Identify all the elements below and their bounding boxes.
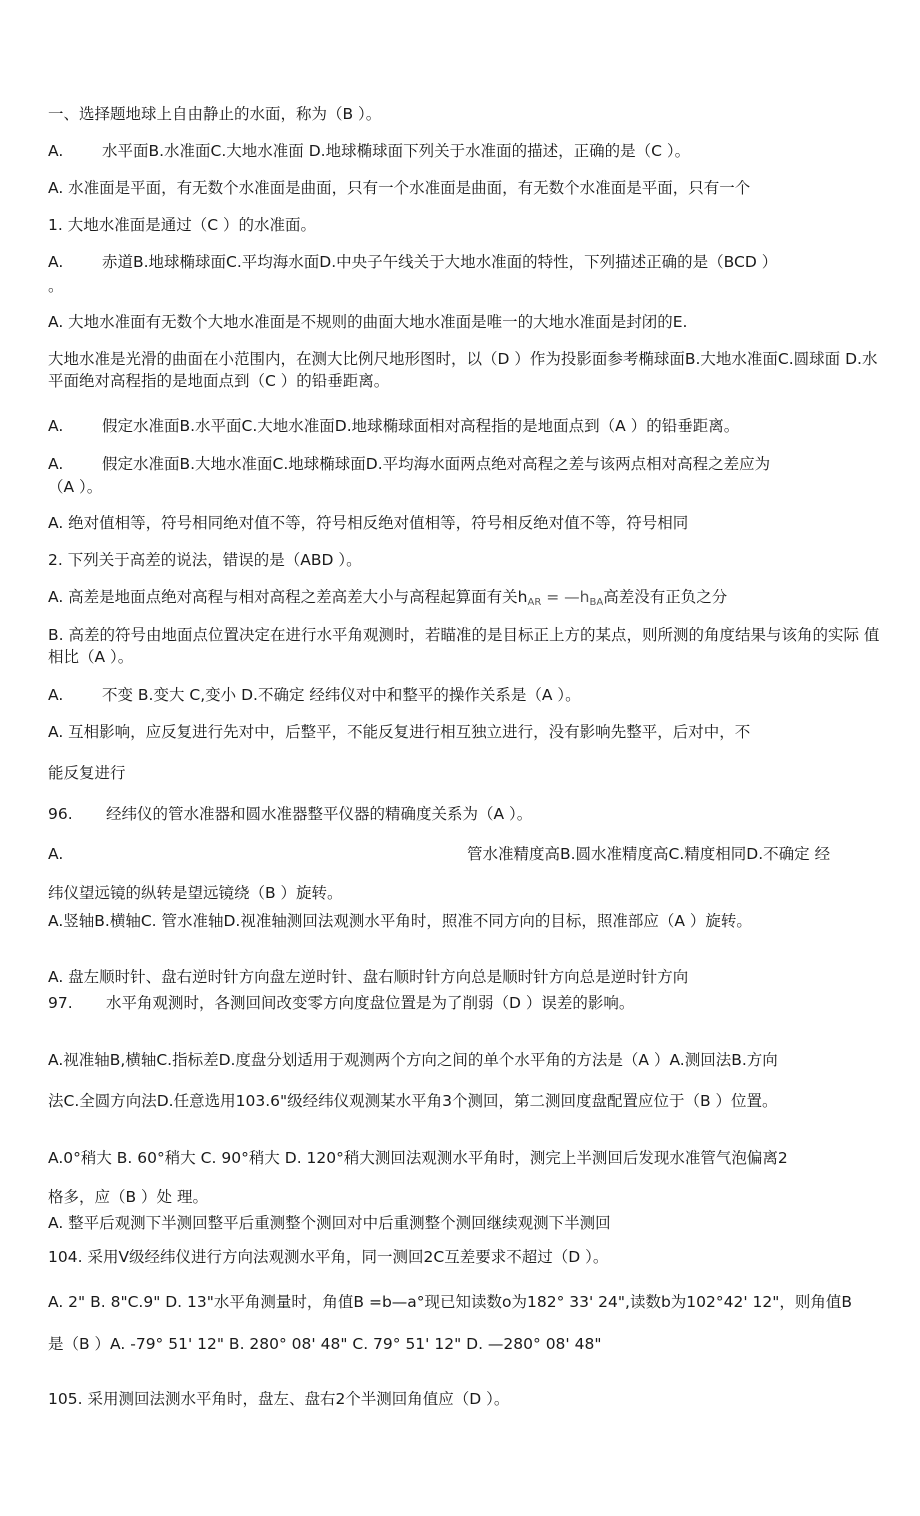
line-text: 不变 B.变大 C,变小 D.不确定 经纬仪对中和整平的操作关系是（A ）。 [102,686,581,704]
line-30: 是（B ）A. -79° 51' 12" B. 280° 08' 48" C. 79° 51' 12" D. —280° 08' 48" [48,1335,602,1353]
line-5 [48,252,883,272]
line-22 [48,993,883,1013]
line-text: 赤道B.地球椭球面C.平均海水面D.中央子午线关于大地水准面的特性，下列描述正确的是（BCD ） [102,253,778,271]
line-9-cont: （A ）。 [48,478,103,496]
line-21: A. 盘左顺时针、盘右逆时针方向盘左逆时针、盘右顺时针方向总是顺时针方向总是逆时针方向 [48,968,689,986]
line-text: 假定水准面B.水平面C.大地水准面D.地球椭球面相对高程指的是地面点到（A ）的铅垂距离。 [102,417,740,435]
line-11: 2. 下列关于高差的说法，错误的是（ABD ）。 [48,551,362,569]
line-13: B. 高差的符号由地面点位置决定在进行水平角观测时，若瞄准的是目标正上方的某点，则所测的角度结果与该角的实际 值相比（A ）。 [48,626,880,666]
line-15: A. 互相影响，应反复进行先对中，后整平，不能反复进行相互独立进行，没有影响先整平，后对中，不 [48,723,751,741]
option-label: A. [48,686,64,704]
line-9 [48,454,883,474]
item-number: 96. [48,805,73,823]
line-5-cont: 。 [48,277,64,295]
option-label: A. [48,845,64,863]
line-3: A. 水准面是平面，有无数个水准面是曲面，只有一个水准面是曲面，有无数个水准面是平面，只有一个 [48,179,751,197]
line-7: 大地水准是光滑的曲面在小范围内，在测大比例尺地形图时，以（D ）作为投影面参考椭球面B.大地水准面C.圆球面 D.水平面绝对高程指的是地面点到（C ）的铅垂距离。 [48,350,878,390]
line-26: 格多，应（B ）处 理。 [48,1188,208,1206]
line-4: 1. 大地水准面是通过（C ）的水准面。 [48,216,316,234]
option-label: A. [48,142,64,160]
item-number: 97. [48,994,73,1012]
line-27: A. 整平后观测下半测回整平后重测整个测回对中后重测整个测回继续观测下半测回 [48,1214,611,1232]
line-16: 能反复进行 [48,764,126,782]
option-label: A. [48,417,64,435]
line-24: 法C.全圆方向法D.任意选用103.6"级经纬仪观测某水平角3个测回，第二测回度盘配置应位于（B ）位置。 [48,1092,778,1110]
line-text: 高差没有正负之分 [603,588,728,606]
line-10: A. 绝对值相等，符号相同绝对值不等，符号相反绝对值相等，符号相反绝对值不等，符号相同 [48,514,689,532]
line-text: A. 高差是地面点绝对高程与相对高程之差高差大小与高程起算面有关h [48,588,528,606]
line-1: 一、选择题地球上自由静止的水面，称为（B ）。 [48,105,382,123]
line-28: 104. 采用V级经纬仪进行方向法观测水平角，同一测回2C互差要求不超过（D ）。 [48,1248,609,1266]
line-25: A.0°稍大 B. 60°稍大 C. 90°稍大 D. 120°稍大测回法观测水平角时，测完上半测回后发现水准管气泡偏离2 [48,1149,788,1167]
line-20: A.竖轴B.横轴C. 管水准轴D.视准轴测回法观测水平角时，照准不同方向的目标，照准部应（A ）旋转。 [48,912,752,930]
option-label: A. [48,253,64,271]
line-6: A. 大地水准面有无数个大地水准面是不规则的曲面大地水准面是唯一的大地水准面是封闭的E. [48,313,688,331]
subscript: AR [527,597,542,608]
line-19: 纬仪望远镜的纵转是望远镜绕（B ）旋转。 [48,884,343,902]
line-text: 经纬仪的管水准器和圆水准器整平仪器的精确度关系为（A ）。 [106,805,533,823]
line-14 [48,685,883,705]
option-label: A. [48,455,64,473]
formula-text: = —h [541,588,590,606]
line-17 [48,804,883,824]
line-29: A. 2" B. 8"C.9" D. 13"水平角测量时，角值B =b—a°现已知读数o为182° 33' 24",读数b为102°42' 12"，则角值B [48,1293,853,1311]
subscript: BA [589,597,604,608]
line-31: 105. 采用测回法测水平角时，盘左、盘右2个半测回角值应（D ）。 [48,1390,510,1408]
line-text: 水平角观测时，各测回间改变零方向度盘位置是为了削弱（D ）误差的影响。 [106,994,635,1012]
line-23: A.视准轴B,横轴C.指标差D.度盘分划适用于观测两个方向之间的单个水平角的方法是（A ）A.测回法B.方向 [48,1051,778,1069]
line-text: 水平面B.水准面C.大地水准面 D.地球椭球面下列关于水准面的描述，正确的是（C ）。 [102,142,691,160]
line-8 [48,416,883,436]
line-text: 假定水准面B.大地水准面C.地球椭球面D.平均海水面两点绝对高程之差与该两点相对高程之差应为 [102,455,771,473]
line-18-right: 管水准精度高B.圆水准精度高C.精度相同D.不确定 经 [467,845,831,863]
line-12 [48,587,883,613]
line-2 [48,141,883,161]
